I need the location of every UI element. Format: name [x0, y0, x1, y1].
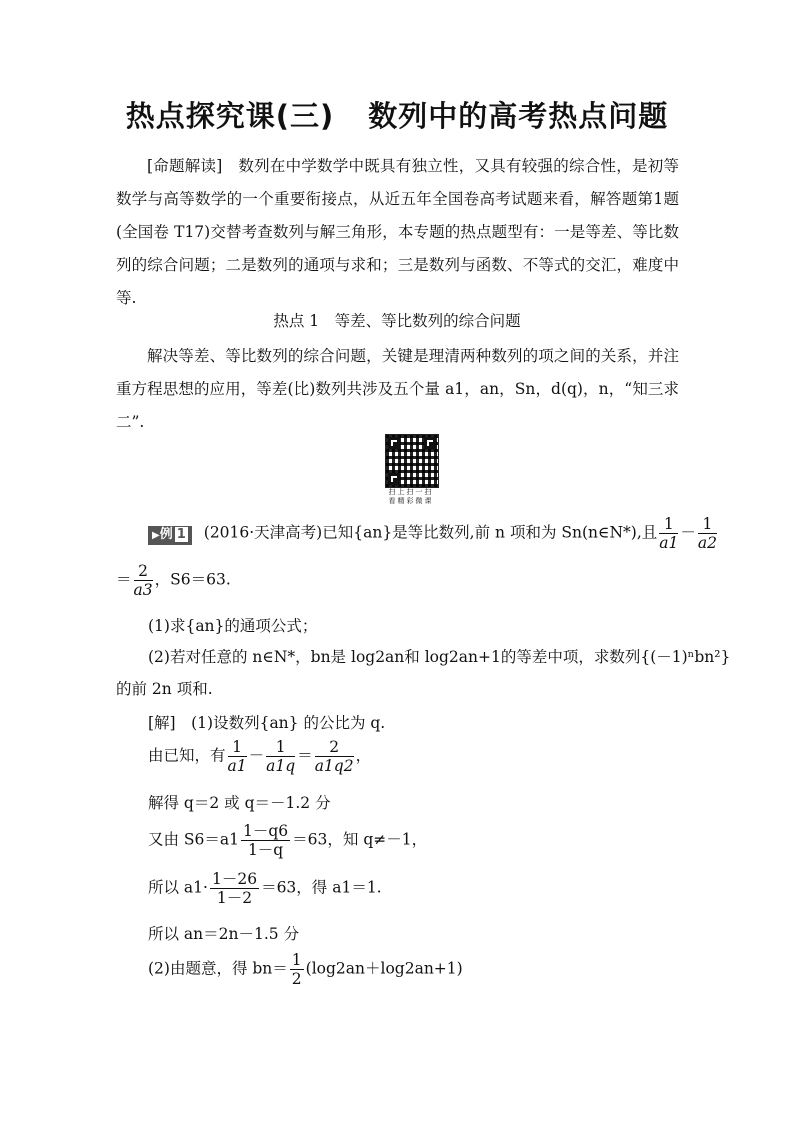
qr-caption-2: 看精彩微课	[388, 497, 434, 505]
fraction: $\frac{1}{a1}$	[227, 738, 247, 775]
solution-line-4: 又由 S6＝a1 $\frac{1-q6}{1-q}$ ＝63，知 q≠－1，	[148, 822, 428, 859]
qr-finder-icon	[388, 473, 400, 485]
triangle-icon: ▶	[152, 529, 160, 541]
solution-line-7: (2)由题意，得 bn＝ $\frac{1}{2}$ (log2an＋log2an+1)	[148, 951, 463, 988]
title-part2: 数列中的高考热点问题	[368, 99, 669, 133]
fraction: $\frac{2}{a3}$	[133, 562, 153, 599]
question-1: (1)求{an}的通项公式；	[148, 617, 318, 635]
qr-code[interactable]	[385, 434, 439, 488]
page-title	[0, 94, 794, 135]
question-2a: (2)若对任意的 n∈N*，bn是 log2an和 log2an+1的等差中项，求数列{(－1)ⁿbn²}	[148, 648, 731, 666]
solution-line-3: 解得 q＝2 或 q＝－1.2 分	[148, 794, 331, 812]
fraction: $\frac{2}{a1q2}$	[314, 738, 354, 775]
intro-paragraph	[116, 150, 679, 315]
fraction: $\frac{1-q6}{1-q}$	[243, 822, 289, 859]
qr-caption-1: 扫上扫一扫	[388, 488, 434, 496]
solution-line-6: 所以 an＝2n－1.5 分	[148, 925, 300, 943]
question-2b: 的前 2n 项和.	[116, 680, 213, 698]
intro-text: 数列在中学数学中既具有独立性，又具有较强的综合性，是初等数学与高等数学的一个重要衔接点，从近五年全国卷高考试题来看，解答题第1题(全国卷 T17)交替考查数列与解三角形，本专题的热点题型有：一是等差、等比数列的综合问题；二是数列的通项与求和；三是数列与函数、不等式的交汇，难度中等.	[116, 157, 679, 307]
intro-label: [命题解读]	[147, 157, 223, 175]
example-line-1: ▶例 1 (2016·天津高考)已知{an}是等比数列,前 n 项和为 Sn(n∈N*),且 $\frac{1}{a1}$ － $\frac{1}{a2}$	[148, 515, 719, 552]
solution-label: [解]	[148, 714, 176, 732]
fraction: $\frac{1}{a2}$	[697, 515, 717, 552]
fraction: $\frac{1}{a1}$	[659, 515, 679, 552]
solution-line-5: 所以 a1· $\frac{1-26}{1-2}$ ＝63，得 a1＝1.	[148, 870, 382, 907]
fraction: $\frac{1-26}{1-2}$	[211, 870, 258, 907]
section-heading: 热点 1 等差、等比数列的综合问题	[273, 312, 521, 330]
example-text: 已知{an}是等比数列,前 n 项和为 Sn(n∈N*),且	[322, 523, 658, 542]
fraction: $\frac{1}{a1q}$	[266, 738, 296, 775]
fraction: $\frac{1}{2}$	[291, 951, 302, 988]
qr-finder-icon	[424, 437, 436, 449]
title-part1: 热点探究课(三)	[125, 99, 335, 133]
example-line-2: ＝ $\frac{2}{a3}$ ，S6＝63.	[116, 562, 231, 599]
qr-finder-icon	[388, 437, 400, 449]
solution-line-1: [解] (1)设数列{an} 的公比为 q.	[148, 714, 386, 732]
example-badge: ▶例 1	[148, 526, 192, 545]
solution-line-2: 由已知，有 $\frac{1}{a1}$ － $\frac{1}{a1q}$ ＝ $\frac{2}{a1q2}$ ，	[148, 738, 372, 775]
example-source: (2016·天津高考)	[203, 523, 323, 542]
section-paragraph: 解决等差、等比数列的综合问题，关键是理清两种数列的项之间的关系，并注重方程思想的应用，等差(比)数列共涉及五个量 a1，an，Sn，d(q)，n，“知三求二”.	[116, 347, 679, 431]
